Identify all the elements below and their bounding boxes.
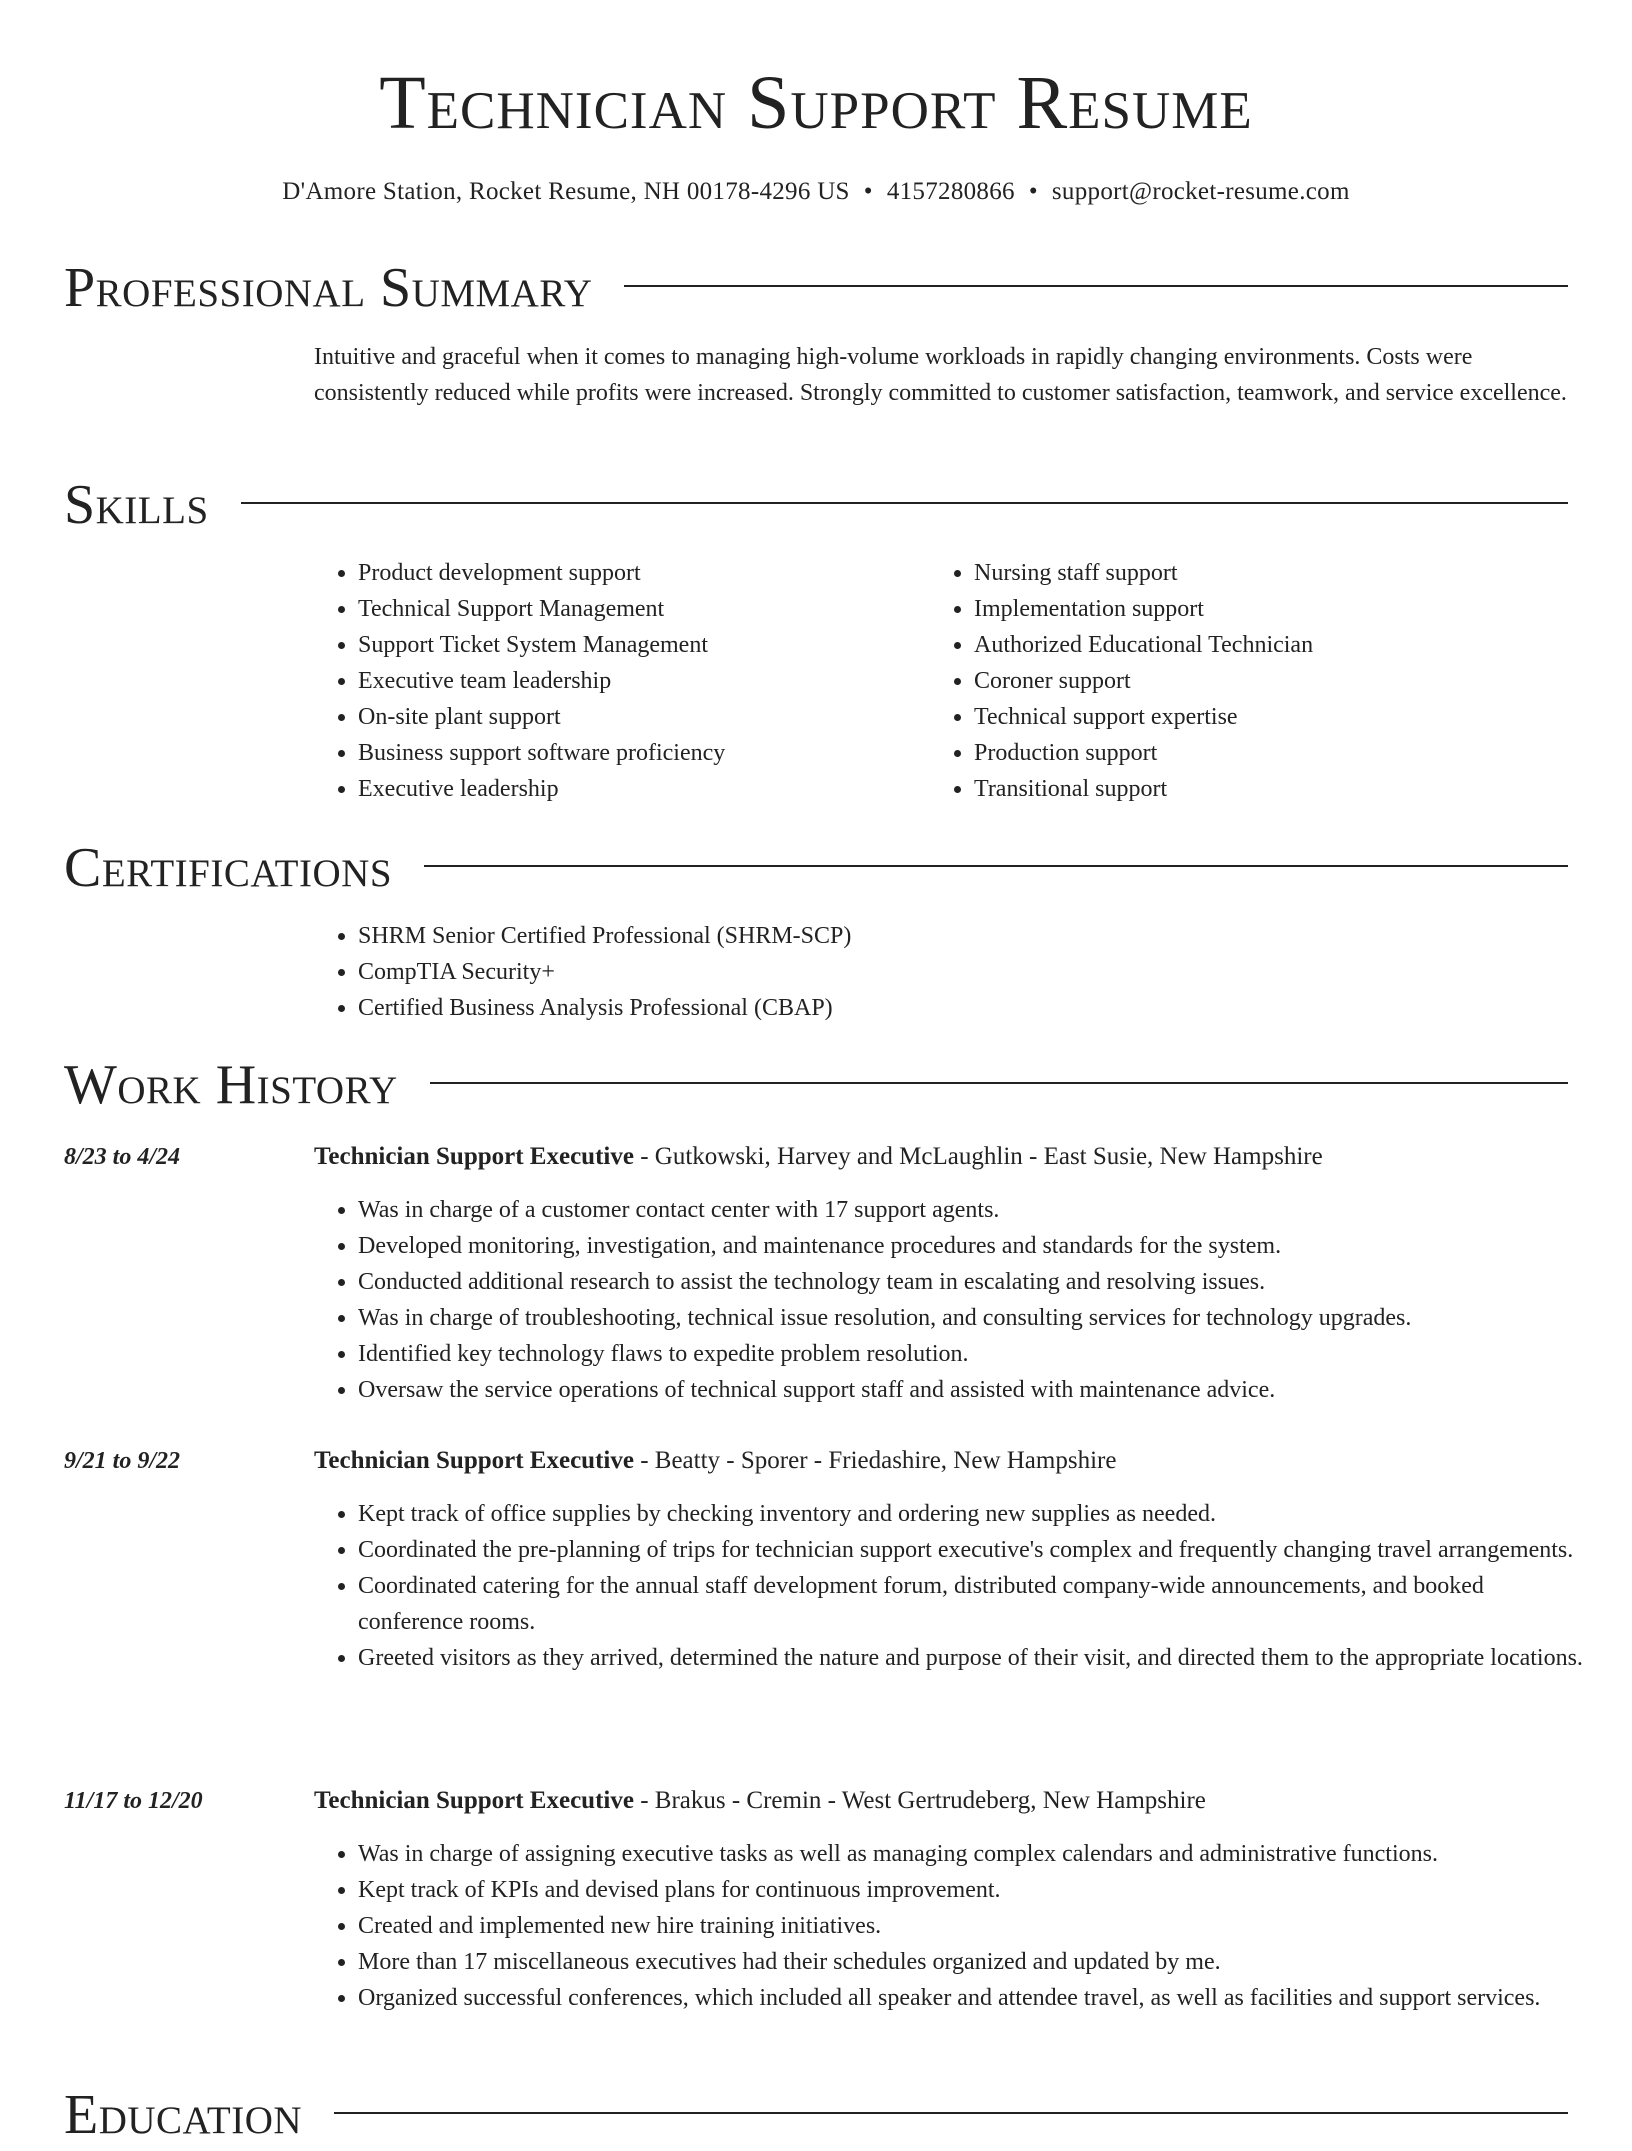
- skill-item: • Implementation support: [974, 591, 1574, 627]
- job-bullet: • Developed monitoring, investigation, and maintenance procedures and standards for the system.: [358, 1228, 1584, 1264]
- section-work-history-heading: [64, 1049, 1568, 1121]
- job-bullets: [314, 1836, 1584, 2016]
- skill-item: • Nursing staff support: [974, 555, 1574, 591]
- job-bullet: • More than 17 miscellaneous executives had their schedules organized and updated by me.: [358, 1944, 1584, 1980]
- contact-address: D'Amore Station, Rocket Resume, NH 00178-4296 US: [282, 178, 850, 205]
- section-title: Skills: [64, 474, 209, 536]
- job-details: - Brakus - Cremin - West Gertrudeberg, New Hampshire: [633, 1787, 1206, 1814]
- certification-item: • CompTIA Security+: [358, 954, 1584, 990]
- section-skills-heading: [64, 469, 1568, 541]
- contact-phone: 4157280866: [886, 178, 1015, 205]
- skills-list: [314, 555, 1584, 807]
- certifications-list: [314, 918, 1584, 1026]
- job-header: [314, 1443, 1116, 1479]
- section-title: Professional Summary: [64, 257, 593, 319]
- section-divider: [424, 865, 1568, 867]
- skill-item: • Business support software proficiency: [358, 735, 930, 771]
- contact-line: [0, 176, 1632, 208]
- skill-item: • Technical Support Management: [358, 591, 930, 627]
- job-role: Technician Support Executive: [314, 1787, 634, 1814]
- contact-separator: •: [863, 178, 873, 205]
- job-bullet: • Greeted visitors as they arrived, determined the nature and purpose of their visit, and directed them to the appropriate locations.: [358, 1640, 1584, 1676]
- job-bullet: • Coordinated the pre-planning of trips for technician support executive's complex and frequently changing travel arrangements.: [358, 1532, 1584, 1568]
- skill-item: • Product development support: [358, 555, 930, 591]
- job-dates: 9/21 to 9/22: [64, 1448, 181, 1474]
- job-bullet: • Identified key technology flaws to expedite problem resolution.: [358, 1336, 1584, 1372]
- job-bullet: • Coordinated catering for the annual staff development forum, distributed company-wide announcements, and booked conference rooms.: [358, 1568, 1584, 1640]
- job-bullets: [314, 1496, 1584, 1676]
- section-education-heading: [64, 2079, 1568, 2151]
- certification-item: • Certified Business Analysis Professional (CBAP): [358, 990, 1584, 1026]
- section-divider: [624, 285, 1568, 287]
- job-header: [314, 1139, 1323, 1175]
- skill-item: • Production support: [974, 735, 1574, 771]
- job-details: - Beatty - Sporer - Friedashire, New Hampshire: [633, 1447, 1117, 1474]
- job-bullet: • Was in charge of assigning executive tasks as well as managing complex calendars and administrative functions.: [358, 1836, 1584, 1872]
- skill-item: • Technical support expertise: [974, 699, 1574, 735]
- job-bullet: • Kept track of KPIs and devised plans for continuous improvement.: [358, 1872, 1584, 1908]
- skill-item: • Authorized Educational Technician: [974, 627, 1574, 663]
- job-bullet: • Conducted additional research to assist the technology team in escalating and resolving issues.: [358, 1264, 1584, 1300]
- section-title: Work History: [64, 1054, 398, 1116]
- job-bullet: • Organized successful conferences, which included all speaker and attendee travel, as well as facilities and support services.: [358, 1980, 1584, 2016]
- job-bullet: • Oversaw the service operations of technical support staff and assisted with maintenance advice.: [358, 1372, 1584, 1408]
- resume-title: Technician Support Resume: [379, 61, 1253, 145]
- skill-item: • On-site plant support: [358, 699, 930, 735]
- section-divider: [241, 502, 1568, 504]
- contact-separator: •: [1028, 178, 1038, 205]
- skill-item: • Executive team leadership: [358, 663, 930, 699]
- section-title: Education: [64, 2084, 303, 2146]
- section-certifications-heading: [64, 832, 1568, 904]
- contact-email: support@rocket-resume.com: [1051, 178, 1350, 205]
- section-summary-heading: [64, 252, 1568, 324]
- section-title: Certifications: [64, 837, 393, 899]
- job-details: - Gutkowski, Harvey and McLaughlin - East Susie, New Hampshire: [633, 1143, 1323, 1170]
- section-divider: [430, 1082, 1568, 1084]
- job-bullets: [314, 1192, 1584, 1408]
- job-dates: 11/17 to 12/20: [64, 1788, 203, 1814]
- summary-text: Intuitive and graceful when it comes to managing high-volume workloads in rapidly changing environments. Costs were consistently reduced while profits were increased. Strongly committed to customer satisfaction, teamwork, and service excellence.: [314, 344, 1567, 406]
- skills-column-left: [314, 555, 930, 807]
- job-dates: 8/23 to 4/24: [64, 1144, 181, 1170]
- job-bullet: • Created and implemented new hire training initiatives.: [358, 1908, 1584, 1944]
- skill-item: • Support Ticket System Management: [358, 627, 930, 663]
- skills-column-right: [930, 555, 1574, 807]
- section-divider: [334, 2112, 1568, 2114]
- job-role: Technician Support Executive: [314, 1143, 634, 1170]
- certification-item: • SHRM Senior Certified Professional (SHRM-SCP): [358, 918, 1584, 954]
- skill-item: • Executive leadership: [358, 771, 930, 807]
- skill-item: • Transitional support: [974, 771, 1574, 807]
- job-header: [314, 1783, 1206, 1819]
- job-role: Technician Support Executive: [314, 1447, 634, 1474]
- skill-item: • Coroner support: [974, 663, 1574, 699]
- job-bullet: • Was in charge of troubleshooting, technical issue resolution, and consulting services for technology upgrades.: [358, 1300, 1584, 1336]
- job-bullet: • Kept track of office supplies by checking inventory and ordering new supplies as needed.: [358, 1496, 1584, 1532]
- job-bullet: • Was in charge of a customer contact center with 17 support agents.: [358, 1192, 1584, 1228]
